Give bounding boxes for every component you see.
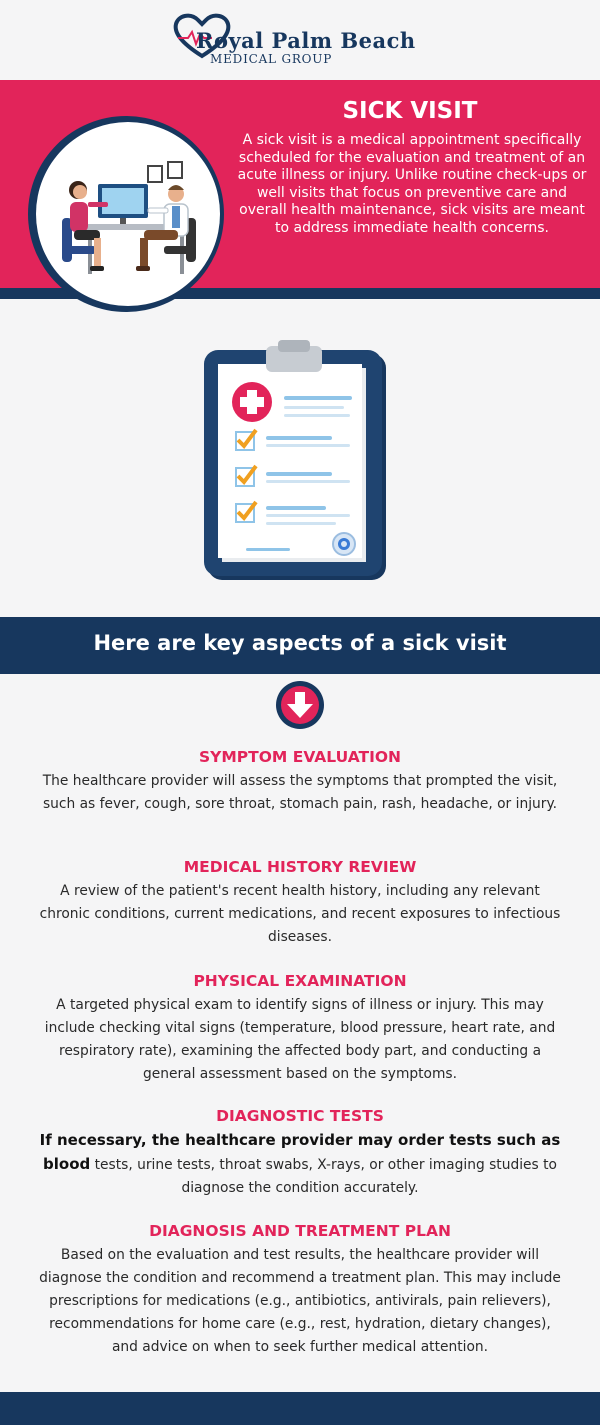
aspect-text-symptom-evaluation: The healthcare provider will assess the symptoms that prompted the visit, such as fever, cough, sore throat, stomach pain, rash, headache, or injury. [42, 773, 558, 812]
page-header [0, 0, 600, 80]
hero-title: SICK VISIT [342, 98, 478, 124]
doctor-visit-illustration [36, 122, 220, 306]
aspect-text-diagnostic-tests-rest: tests, urine tests, throat swabs, X-rays, or other imaging studies to diagnose the condition accurately. [90, 1157, 557, 1196]
aspect-heading-diagnosis-treatment: DIAGNOSIS AND TREATMENT PLAN [149, 1222, 451, 1240]
hero-description: A sick visit is a medical appointment specifically scheduled for the evaluation and treatment of an acute illness or injury. Unlike routine check-ups or well visits that focus on preventive care and overall health maintenance, sick visits are meant to address immediate health concerns. [237, 132, 587, 236]
aspect-heading-physical-examination: PHYSICAL EXAMINATION [193, 972, 407, 990]
aspects-title: Here are key aspects of a sick visit [93, 631, 507, 655]
doctor-patient-icon [36, 122, 220, 306]
footer-bar [0, 1392, 600, 1425]
aspect-text-diagnostic-tests [36, 1129, 564, 1200]
brand-name: Royal Palm Beach [196, 28, 416, 53]
aspect-text-diagnostic-tests-bold: If necessary, the healthcare provider may order tests such as blood [39, 1131, 561, 1173]
aspect-text-medical-history: A review of the patient's recent health history, including any relevant chronic conditions, current medications, and recent exposures to infectious diseases. [39, 883, 561, 945]
clipboard-checklist-icon [200, 340, 390, 590]
aspect-text-physical-examination: A targeted physical exam to identify signs of illness or injury. This may include checking vital signs (temperature, blood pressure, heart rate, and respiratory rate), examining the affected body part, and conducting a general assessment based on the symptoms. [44, 997, 556, 1082]
aspect-heading-medical-history: MEDICAL HISTORY REVIEW [183, 858, 417, 876]
arrow-down-icon [273, 680, 327, 730]
aspect-heading-diagnostic-tests: DIAGNOSTIC TESTS [216, 1107, 384, 1125]
aspect-text-diagnosis-treatment: Based on the evaluation and test results, the healthcare provider will diagnose the condition and recommend a treatment plan. This may include prescriptions for medications (e.g., antibiotics, antivirals, pain relievers), recommendations for home care (e.g., rest, hydration, dietary changes), and advice on when to seek further medical attention. [39, 1247, 561, 1355]
aspect-heading-symptom-evaluation: SYMPTOM EVALUATION [199, 748, 401, 766]
brand-subtitle: MEDICAL GROUP [210, 52, 333, 66]
